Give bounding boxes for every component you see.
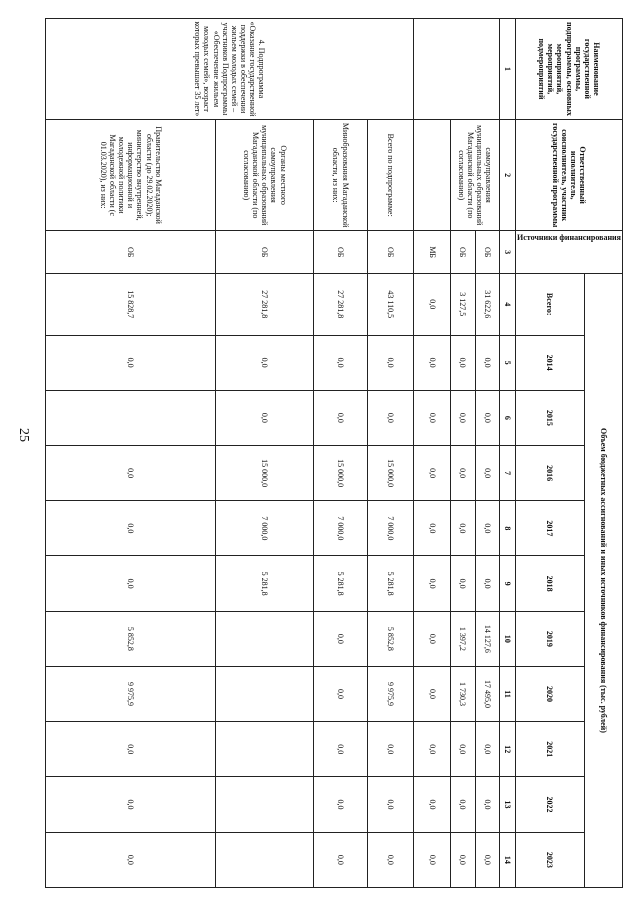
cell-value: 14 127,6	[475, 611, 499, 666]
cell-value: 7 000,0	[216, 501, 314, 556]
cell-value: 0,0	[451, 335, 475, 390]
cell-value: 7 000,0	[367, 501, 414, 556]
cell-value: 0,0	[414, 390, 451, 445]
cell-value: 5 281,8	[216, 556, 314, 611]
header-year: 2015	[516, 390, 585, 445]
cell-value: 1 397,2	[451, 611, 475, 666]
cell-value: 0,0	[314, 335, 368, 390]
cell-value: 0,0	[46, 832, 216, 887]
header-name: Наименование государственной программы, подпрограммы, основных мероприятий, мероприятий, подмероприятий	[516, 19, 623, 120]
cell-value: 0,0	[414, 446, 451, 501]
cell-value: 0,0	[367, 390, 414, 445]
header-source: Источники финансирования	[516, 231, 623, 273]
cell-total: 27 281,8	[314, 273, 368, 335]
cell-value: 0,0	[314, 777, 368, 832]
cell-value: 0,0	[314, 390, 368, 445]
col-number: 9	[500, 556, 516, 611]
header-year: 2016	[516, 446, 585, 501]
table-row	[367, 19, 414, 888]
row-executor: Минобразования Магаданской области, из них:	[314, 119, 368, 231]
col-number: 6	[500, 390, 516, 445]
col-number: 4	[500, 273, 516, 335]
cell-value: 0,0	[475, 832, 499, 887]
row-executor: Органы местного самоуправления муниципальных образований Магаданской области (по согласованию)	[216, 119, 314, 231]
header-year: 2019	[516, 611, 585, 666]
page-number: 25	[16, 428, 31, 442]
col-number: 1	[500, 19, 516, 120]
cell-value: 0,0	[414, 556, 451, 611]
col-number: 7	[500, 446, 516, 501]
cell-value: 0,0	[414, 722, 451, 777]
cell-value: 0,0	[46, 777, 216, 832]
row-source: ОБ	[216, 231, 314, 273]
cell-value	[216, 666, 314, 721]
header-year: 2017	[516, 501, 585, 556]
table-row	[414, 19, 451, 888]
cell-value: 0,0	[46, 335, 216, 390]
cell-total: 43 110,5	[367, 273, 414, 335]
col-number: 11	[500, 666, 516, 721]
cell-total: 3 127,5	[451, 273, 475, 335]
cell-value: 9 975,9	[46, 666, 216, 721]
header-year: 2023	[516, 832, 585, 887]
row-source: ОБ	[475, 231, 499, 273]
cell-value: 0,0	[216, 335, 314, 390]
table-row	[475, 19, 499, 888]
cell-value: 0,0	[367, 722, 414, 777]
cell-total: 15 828,7	[46, 273, 216, 335]
cell-total: 0,0	[414, 273, 451, 335]
cell-value	[46, 390, 216, 445]
cell-value: 15 000,0	[367, 446, 414, 501]
rotated-budget-table-sheet	[68, 18, 623, 888]
cell-value	[216, 611, 314, 666]
cell-value: 0,0	[414, 335, 451, 390]
cell-value: 0,0	[475, 501, 499, 556]
col-number: 13	[500, 777, 516, 832]
cell-value: 0,0	[414, 832, 451, 887]
cell-value: 15 000,0	[314, 446, 368, 501]
cell-value	[216, 722, 314, 777]
budget-table	[45, 18, 623, 888]
cell-value	[216, 777, 314, 832]
cell-value: 0,0	[414, 777, 451, 832]
header-volume: Объем бюджетных ассигнований и иных источников финансирования (тыс. рублей)	[584, 273, 622, 887]
cell-value: 5 852,8	[46, 611, 216, 666]
cell-value: 5 281,8	[367, 556, 414, 611]
row-name	[414, 19, 500, 120]
row-executor: самоуправления муниципальных образований Магаданской области (по согласованию)	[451, 119, 500, 231]
cell-value: 0,0	[414, 501, 451, 556]
header-year: 2018	[516, 556, 585, 611]
cell-value: 0,0	[216, 390, 314, 445]
cell-value: 0,0	[314, 611, 368, 666]
header-executor: Ответственный исполнитель, соисполнитель, участник государственной программы	[516, 119, 623, 231]
cell-value: 0,0	[451, 722, 475, 777]
cell-value: 7 000,0	[314, 501, 368, 556]
cell-value: 1 730,3	[451, 666, 475, 721]
cell-value: 0,0	[314, 666, 368, 721]
row-source: МБ	[414, 231, 451, 273]
cell-value: 0,0	[46, 501, 216, 556]
header-total: Всего:	[516, 273, 585, 335]
row-executor: Правительство Магаданской области (до 29.02.2020); министерство внутренней, информационной и молодежной политики Магаданской области (с 01.03.2020), из них:	[46, 119, 216, 231]
cell-value: 0,0	[46, 722, 216, 777]
cell-value: 15 000,0	[216, 446, 314, 501]
cell-value: 0,0	[46, 556, 216, 611]
cell-value: 0,0	[475, 390, 499, 445]
cell-value: 0,0	[367, 335, 414, 390]
cell-value: 0,0	[475, 722, 499, 777]
cell-value: 0,0	[451, 777, 475, 832]
row-executor: Всего по подпрограмме:	[367, 119, 414, 231]
column-number-row	[500, 19, 516, 888]
subprogram-name: 4. Подпрограмма «Оказание государственной поддержки в обеспечении жильем молодых семей – участников Подпрограммы «Обеспечение жильем молодых семей», возраст которых превышает 35 лет»	[46, 19, 414, 120]
cell-total: 31 622,6	[475, 273, 499, 335]
table-row	[216, 19, 314, 888]
row-source: ОБ	[314, 231, 368, 273]
cell-value: 5 281,8	[314, 556, 368, 611]
cell-value: 0,0	[367, 832, 414, 887]
header-year: 2022	[516, 777, 585, 832]
cell-value: 0,0	[475, 777, 499, 832]
cell-value: 17 495,0	[475, 666, 499, 721]
cell-value: 0,0	[46, 446, 216, 501]
cell-value: 9 975,9	[367, 666, 414, 721]
cell-value: 5 852,8	[367, 611, 414, 666]
col-number: 12	[500, 722, 516, 777]
cell-value: 0,0	[451, 390, 475, 445]
cell-value: 0,0	[451, 832, 475, 887]
cell-value: 0,0	[314, 832, 368, 887]
cell-value: 0,0	[451, 446, 475, 501]
cell-value: 0,0	[414, 611, 451, 666]
cell-value: 0,0	[414, 666, 451, 721]
row-source: ОБ	[367, 231, 414, 273]
cell-value: 0,0	[475, 446, 499, 501]
row-source: ОБ	[451, 231, 475, 273]
col-number: 8	[500, 501, 516, 556]
row-executor	[414, 119, 451, 231]
col-number: 10	[500, 611, 516, 666]
col-number: 5	[500, 335, 516, 390]
table-row	[314, 19, 368, 888]
cell-value: 0,0	[475, 556, 499, 611]
cell-value: 0,0	[451, 501, 475, 556]
table-row	[46, 19, 216, 888]
cell-value	[216, 832, 314, 887]
header-year: 2014	[516, 335, 585, 390]
header-year: 2021	[516, 722, 585, 777]
row-source: ОБ	[46, 231, 216, 273]
col-number: 3	[500, 231, 516, 273]
col-number: 14	[500, 832, 516, 887]
cell-value: 0,0	[451, 556, 475, 611]
cell-value: 0,0	[475, 335, 499, 390]
cell-total: 27 281,8	[216, 273, 314, 335]
cell-value: 0,0	[367, 777, 414, 832]
col-number: 2	[500, 119, 516, 231]
cell-value: 0,0	[314, 722, 368, 777]
header-year: 2020	[516, 666, 585, 721]
